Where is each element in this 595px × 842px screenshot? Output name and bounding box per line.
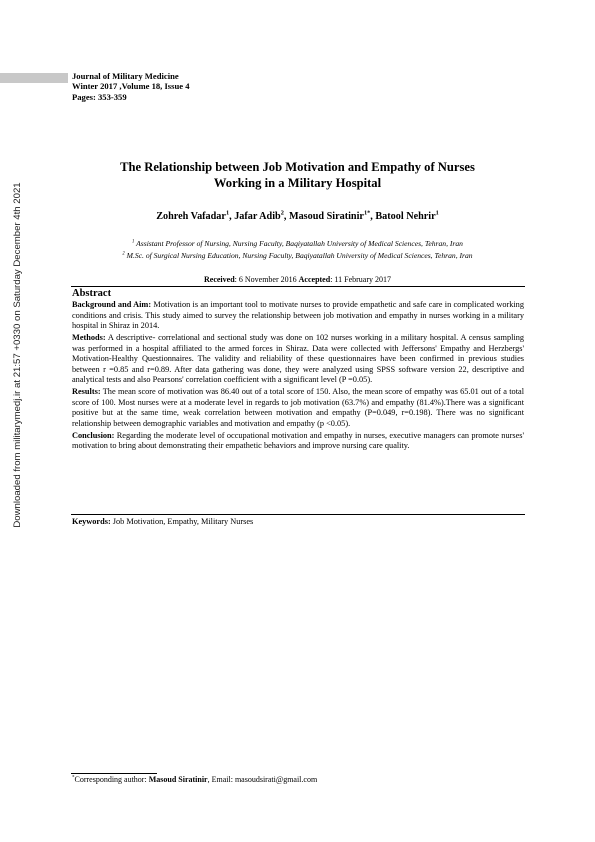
journal-issue: Winter 2017 ,Volume 18, Issue 4	[72, 81, 190, 92]
affiliations	[40, 238, 555, 262]
title-line-1: The Relationship between Job Motivation and Empathy of Nurses	[120, 160, 475, 174]
author-name: Zohreh Vafadar	[156, 211, 226, 222]
keywords	[72, 517, 524, 526]
author-name: Masoud Siratinir	[288, 211, 364, 222]
abstract-block	[72, 288, 524, 453]
section-text: Motivation is an important tool to motivate nurses to provide empathetic and safe care in complicated working conditions and crisis. This study aimed to survey the relationship between job motivation and empathy in nurses working in a military hospital in Shiraz in 2014.	[72, 300, 524, 330]
affiliation-line	[40, 250, 555, 262]
section-label: Results:	[72, 387, 101, 396]
journal-name: Journal of Military Medicine	[72, 71, 179, 81]
keywords-label: Keywords:	[72, 517, 111, 526]
author-affiliation-mark: 1*	[363, 209, 371, 217]
author-affiliation-mark: 2	[280, 209, 284, 217]
corresponding-author-name: Masoud Siratinir	[148, 775, 208, 784]
section-label: Conclusion:	[72, 430, 115, 440]
section-text: The mean score of motivation was 86.40 out of a total score of 150. Also, the mean score of empathy was 65.01 out of a total score of 100. Most nurses were at a moderate level in regards to job motivation (63.7%) and empathy (81.4%).There was a significant positive but at the same time, weak correlation between motivation and empathy (P=0.049, r=0.198). There was no significant relationship between demographic variables and motivation and empathy (p <0.05).	[72, 387, 524, 428]
article-dates	[40, 275, 555, 284]
author-name: Batool Nehrir	[375, 211, 436, 222]
abstract-results	[72, 387, 524, 429]
author-list	[40, 211, 555, 222]
article-title	[60, 160, 535, 191]
received-label: Received	[203, 275, 235, 284]
affiliation-mark: 2	[122, 251, 125, 257]
affiliation-line	[40, 238, 555, 250]
footnote-prefix: Corresponding author:	[74, 775, 149, 784]
journal-header	[72, 71, 190, 102]
title-line-2: Working in a Military Hospital	[213, 175, 382, 190]
author-name: Jafar Adib	[234, 211, 281, 222]
section-label: Background and Aim:	[72, 300, 152, 309]
abstract-background	[72, 300, 524, 332]
author-affiliation-mark: 1	[225, 209, 230, 217]
received-date: : 6 November 2016	[234, 275, 299, 284]
footnote-mark: *	[72, 775, 75, 781]
abstract-bottom-rule	[71, 514, 525, 515]
accepted-label: Accepted	[298, 275, 331, 284]
author-separator: ,	[283, 211, 289, 222]
author-separator: ,	[370, 211, 376, 222]
section-text: A descriptive- correlational and sectional study was done on 102 nurses working in a military hospital. A census sampling was performed in a hospital affiliated to the armed forces in Shiraz. Data were collected with Jeffersons' Empathy and Herzbergs' Motivation-Healthy Questionnaires. The validity and reliability of these questionnaires have been confirmed in previous studies between r =0.85 and r=0.89. After data gathering was done, they were analyzed using SPSS software version 22, descriptive and analytical tests and also Pearsons' correlation coefficient with a significant level (P =0.05).	[72, 333, 524, 384]
section-label: Methods:	[72, 333, 106, 342]
download-side-note: Downloaded from militarymedj.ir at 21:57 +0330 on Saturday December 4th 2021	[12, 182, 23, 528]
footnote-rule	[71, 773, 157, 774]
author-affiliation-mark: 1	[435, 209, 439, 217]
abstract-conclusion	[72, 431, 524, 452]
footnote-email: , Email: masoudsirati@gmail.com	[207, 775, 318, 784]
affiliation-text: Assistant Professor of Nursing, Nursing Faculty, Baqiyatallah University of Medical Sciences, Tehran, Iran	[134, 239, 463, 248]
header-gray-bar	[0, 73, 68, 83]
affiliation-mark: 1	[132, 239, 135, 245]
abstract-heading: Abstract	[72, 288, 112, 299]
keywords-text: Job Motivation, Empathy, Military Nurses	[110, 517, 254, 526]
abstract-methods	[72, 333, 524, 386]
abstract-top-rule	[71, 286, 525, 287]
affiliation-text: M.Sc. of Surgical Nursing Education, Nursing Faculty, Baqiyatallah University of Medical Sciences, Tehran, Iran	[124, 251, 473, 260]
corresponding-author-footnote	[72, 775, 317, 784]
section-text: Regarding the moderate level of occupational motivation and empathy in nurses, executive managers can promote nurses' motivation to bring about demonstrating their empathetic behaviors and improve nursing care quality.	[72, 430, 524, 450]
author-separator: ,	[229, 211, 235, 222]
journal-pages: Pages: 353-359	[72, 91, 127, 102]
accepted-date: : 11 February 2017	[330, 275, 391, 284]
